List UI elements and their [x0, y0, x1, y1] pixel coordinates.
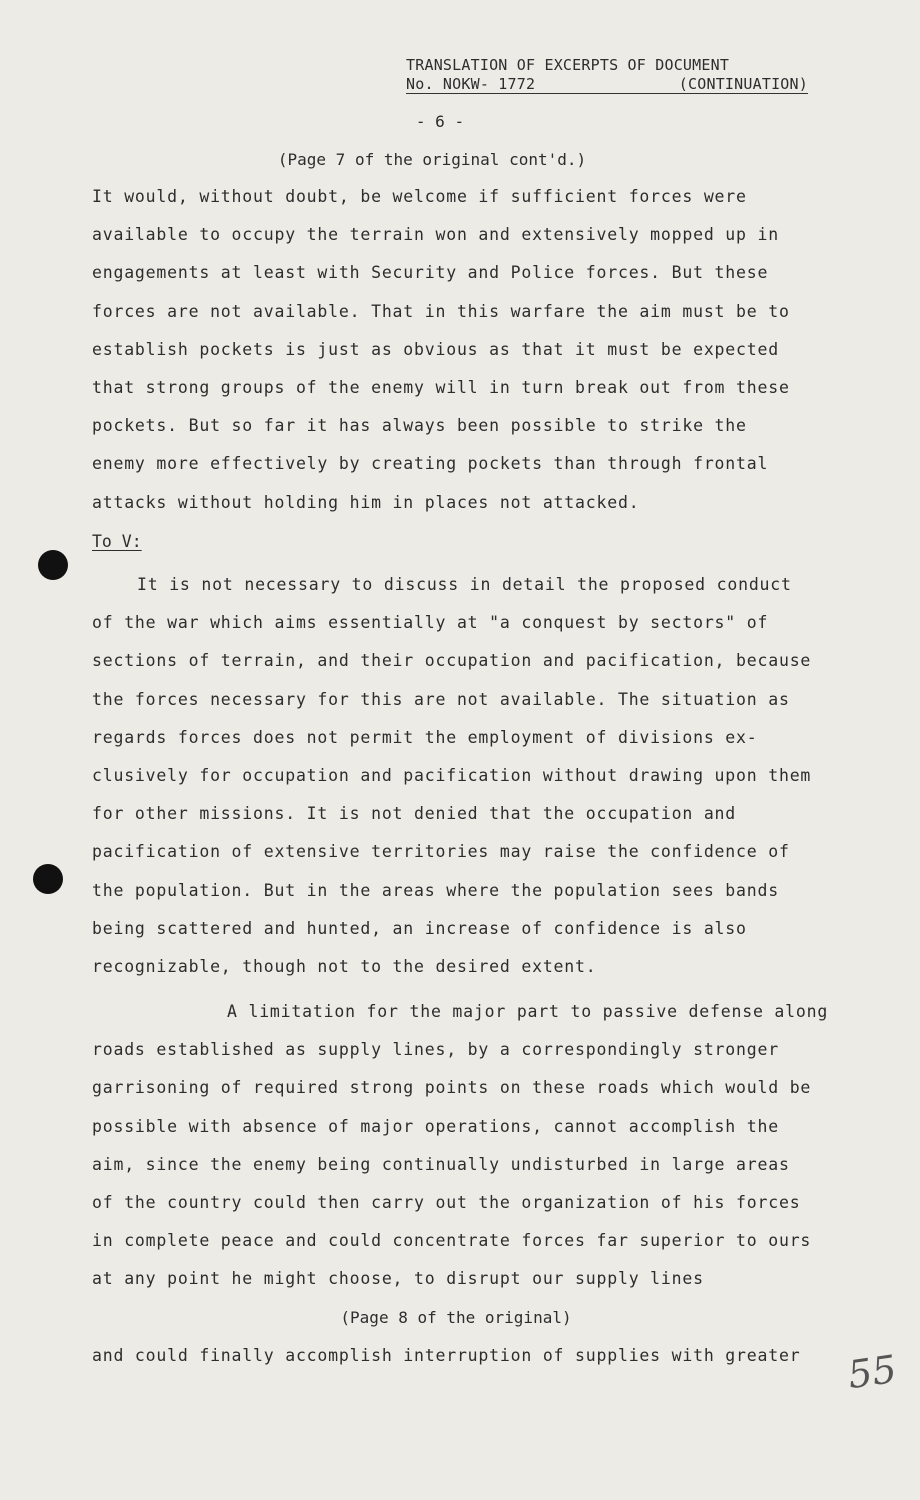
text-line: at any point he might choose, to disrupt our supply lines [92, 1269, 704, 1289]
text-line: for other missions. It is not denied that the occupation and [92, 804, 737, 824]
page7-note: (Page 7 of the original cont'd.) [277, 150, 587, 169]
document-header [406, 56, 826, 94]
paragraph-1 [92, 178, 867, 522]
page8-note: (Page 8 of the original) [340, 1308, 572, 1327]
document-number: No. NOKW- 1772 [406, 75, 536, 93]
text-line: A limitation for the major part to passive defense along [227, 1002, 829, 1021]
text-line: the forces necessary for this are not available. The situation as [92, 689, 790, 709]
text-line: in complete peace and could concentrate forces far superior to ours [92, 1231, 812, 1251]
text-line: enemy more effectively by creating pockets than through frontal [92, 454, 769, 474]
paragraph-4 [92, 1337, 867, 1375]
text-line: roads established as supply lines, by a correspondingly stronger [92, 1040, 779, 1060]
text-line: It is not necessary to discuss in detail the proposed conduct [137, 575, 792, 594]
text-line: aim, since the enemy being continually undisturbed in large areas [92, 1154, 790, 1174]
text-line: forces are not available. That in this warfare the aim must be to [92, 301, 790, 321]
text-line: garrisoning of required strong points on these roads which would be [92, 1078, 812, 1098]
header-title: TRANSLATION OF EXCERPTS OF DOCUMENT [406, 56, 730, 74]
text-line: pockets. But so far it has always been possible to strike the [92, 416, 747, 436]
punch-hole-top [38, 550, 68, 580]
text-line: clusively for occupation and pacification without drawing upon them [92, 766, 812, 786]
section-heading: To V: [92, 532, 142, 551]
text-line: It would, without doubt, be welcome if sufficient forces were [92, 187, 747, 206]
folio-number: 55 [845, 1346, 900, 1398]
header-line2 [406, 75, 808, 94]
text-line: and could finally accomplish interruption of supplies with greater [92, 1346, 801, 1365]
text-line: being scattered and hunted, an increase of confidence is also [92, 918, 747, 938]
text-line: engagements at least with Security and Police forces. But these [92, 263, 769, 283]
text-line: establish pockets is just as obvious as that it must be expected [92, 339, 779, 359]
text-line: recognizable, though not to the desired extent. [92, 957, 597, 977]
paragraph-3 [92, 993, 867, 1299]
text-line: regards forces does not permit the employment of divisions ex- [92, 727, 758, 747]
continuation-label: (CONTINUATION) [678, 75, 808, 93]
punch-hole-bottom [33, 864, 63, 894]
text-line: that strong groups of the enemy will in turn break out from these [92, 378, 790, 398]
text-line: sections of terrain, and their occupation and pacification, because [92, 651, 812, 671]
text-line: the population. But in the areas where the population sees bands [92, 880, 779, 900]
page-number: - 6 - [415, 112, 465, 131]
text-line: of the war which aims essentially at "a conquest by sectors" of [92, 613, 769, 633]
text-line: pacification of extensive territories may raise the confidence of [92, 842, 790, 862]
text-line: available to occupy the terrain won and extensively mopped up in [92, 225, 779, 245]
paragraph-2 [92, 566, 867, 986]
text-line: possible with absence of major operations, cannot accomplish the [92, 1116, 779, 1136]
text-line: of the country could then carry out the organization of his forces [92, 1193, 801, 1213]
text-line: attacks without holding him in places not attacked. [92, 492, 640, 512]
